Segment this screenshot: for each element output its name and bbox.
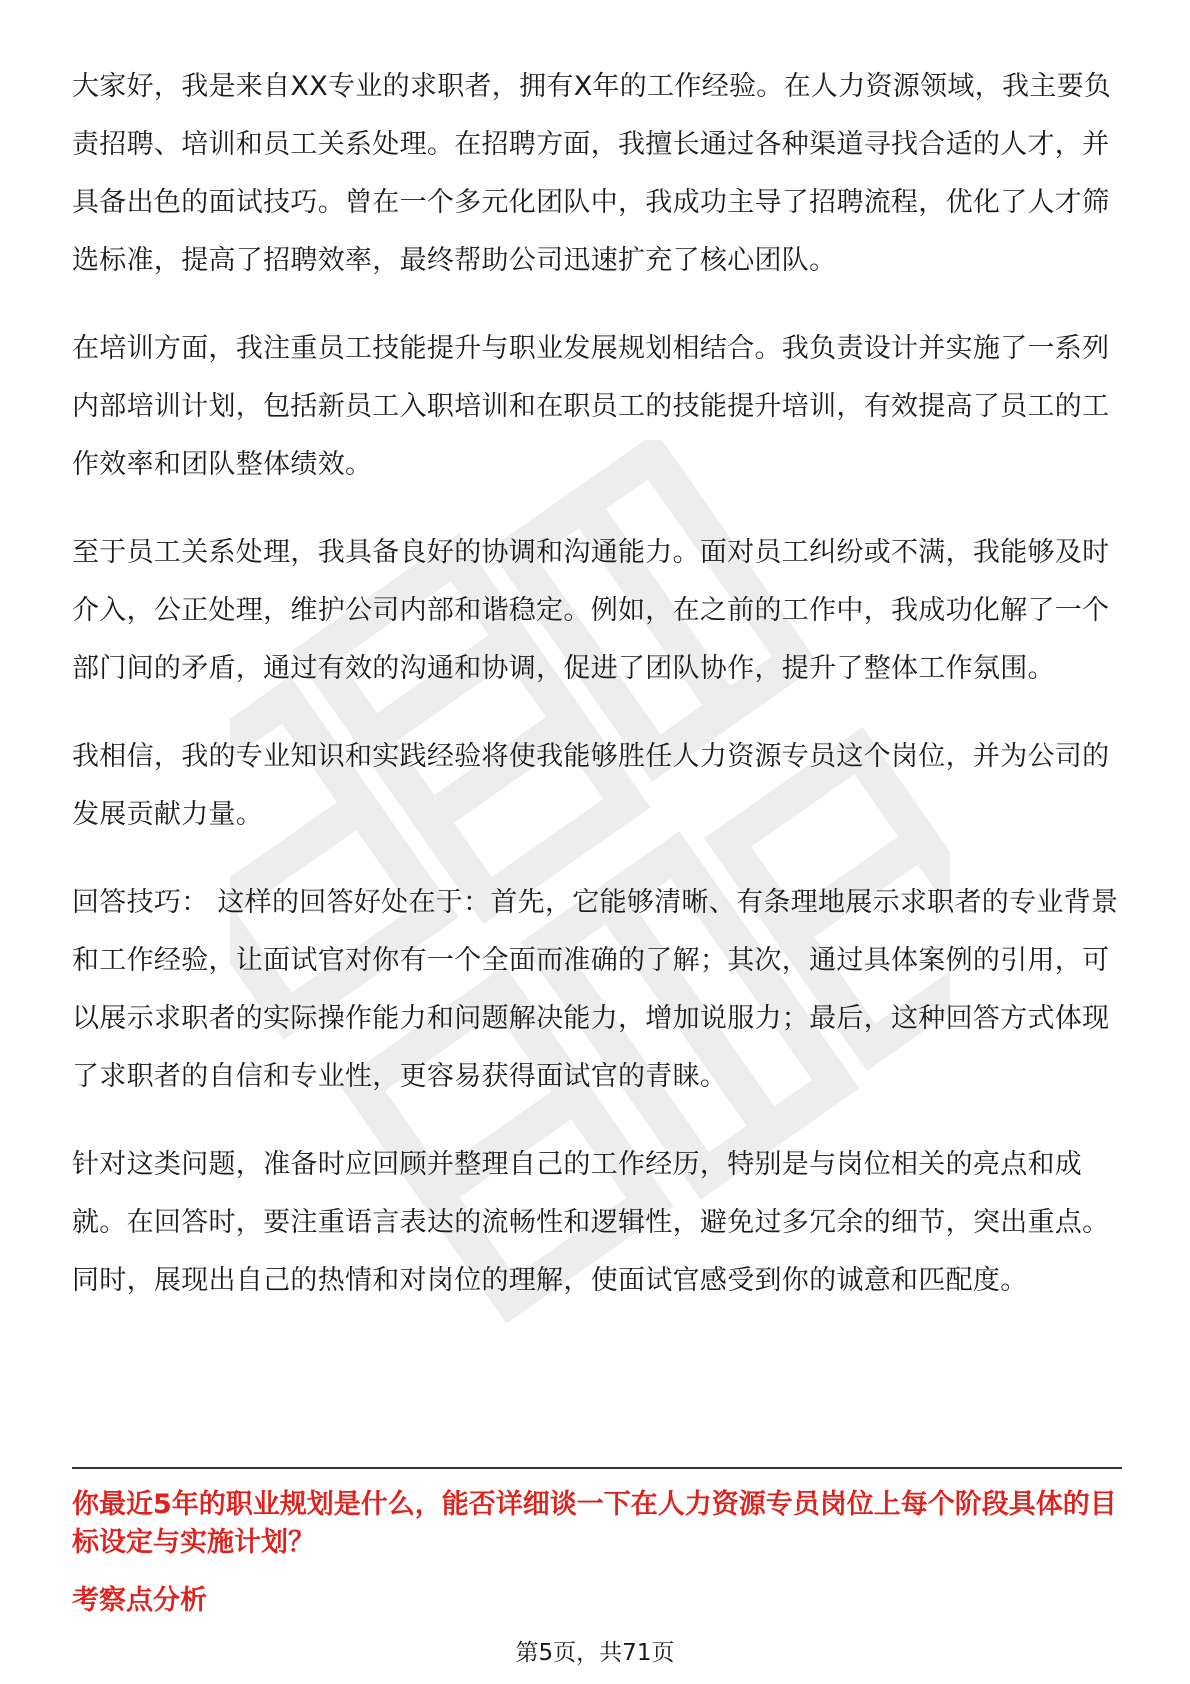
preparation-advice-paragraph: 针对这类问题，准备时应回顾并整理自己的工作经历，特别是与岗位相关的亮点和成就。在回答时，要注重语言表达的流畅性和逻辑性，避免过多冗余的细节，突出重点。同时，展现出自己的热情和对岗位的理解，使面试官感受到你的诚意和匹配度。 bbox=[72, 1149, 1110, 1296]
answer-paragraph-1: 大家好，我是来自XX专业的求职者，拥有X年的工作经验。在人力资源领域，我主要负责招聘、培训和员工关系处理。在招聘方面，我擅长通过各种渠道寻找合适的人才，并具备出色的面试技巧。曾在一个多元化团队中，我成功主导了招聘流程，优化了人才筛选标准，提高了招聘效率，最终帮助公司迅速扩充了核心团队。 bbox=[72, 71, 1112, 276]
answer-paragraph-2: 在培训方面，我注重员工技能提升与职业发展规划相结合。我负责设计并实施了一系列内部培训计划，包括新员工入职培训和在职员工的技能提升培训，有效提高了员工的工作效率和团队整体绩效。 bbox=[72, 333, 1110, 480]
page-number-footer: 第5页，共71页 bbox=[515, 1640, 675, 1666]
question-heading: 你最近5年的职业规划是什么，能否详细谈一下在人力资源专员岗位上每个阶段具体的目标设定与实施计划？ bbox=[72, 1489, 1117, 1558]
answer-paragraph-4: 我相信，我的专业知识和实践经验将使我能够胜任人力资源专员这个岗位，并为公司的发展贡献力量。 bbox=[72, 741, 1110, 830]
section-divider bbox=[72, 1467, 1122, 1469]
answer-tips-paragraph: 回答技巧： 这样的回答好处在于：首先，它能够清晰、有条理地展示求职者的专业背景和工作经验，让面试官对你有一个全面而准确的了解；其次，通过具体案例的引用，可以展示求职者的实际操作能力和问题解决能力，增加说服力；最后，这种回答方式体现了求职者的自信和专业性，更容易获得面试官的青睐。 bbox=[72, 887, 1119, 1092]
answer-paragraph-3: 至于员工关系处理，我具备良好的协调和沟通能力。面对员工纠纷或不满，我能够及时介入，公正处理，维护公司内部和谐稳定。例如，在之前的工作中，我成功化解了一个部门间的矛盾，通过有效的沟通和协调，促进了团队协作，提升了整体工作氛围。 bbox=[72, 537, 1110, 684]
analysis-subheading: 考察点分析 bbox=[72, 1585, 207, 1616]
answer-content bbox=[72, 58, 1122, 1310]
